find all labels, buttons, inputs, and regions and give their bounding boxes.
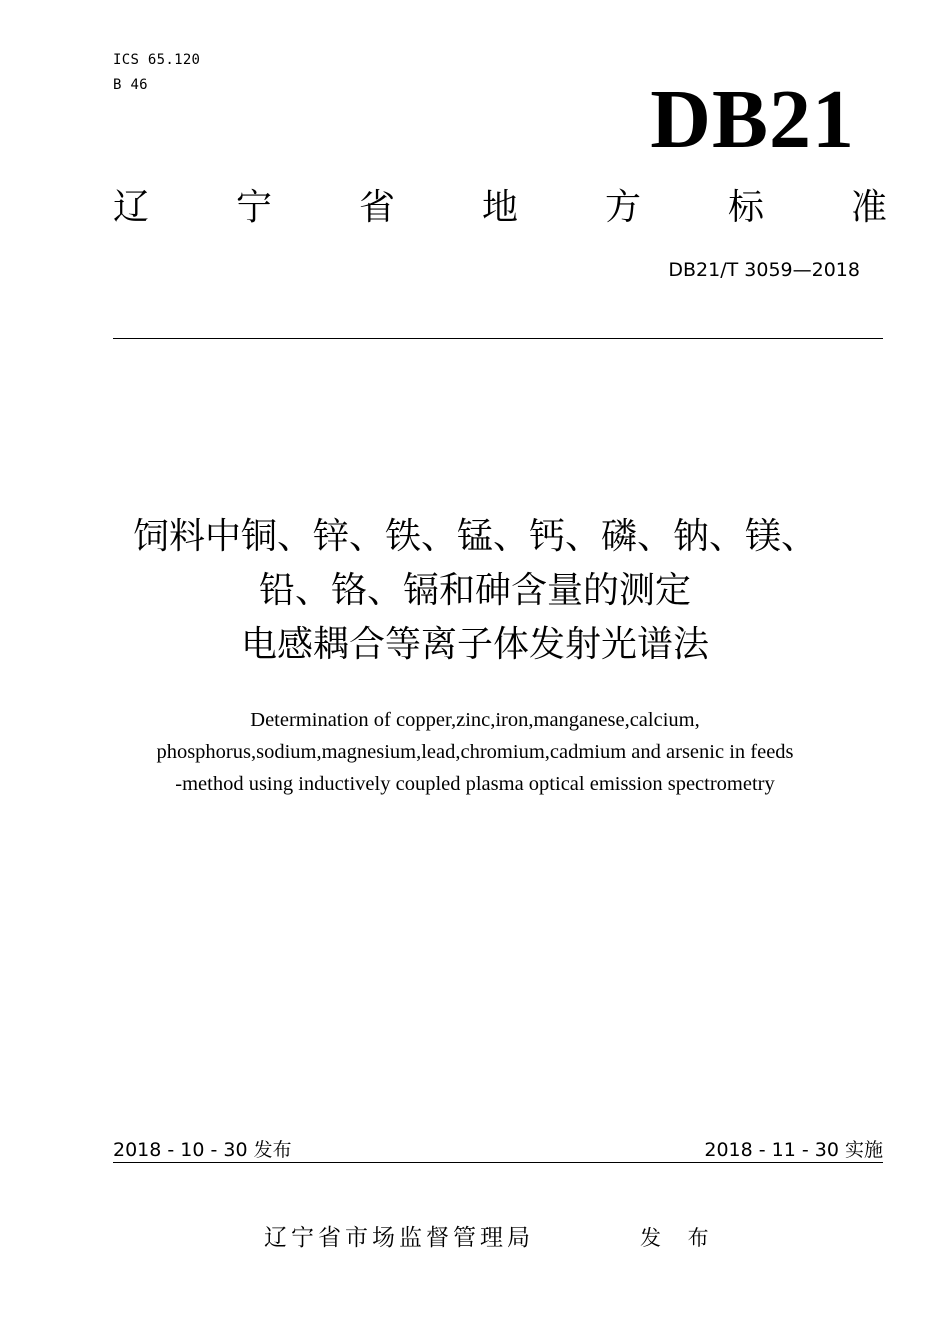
ics-code: ICS 65.120 (113, 52, 201, 68)
english-title (0, 704, 950, 800)
standard-type-heading (113, 185, 887, 231)
chinese-title-line: 电感耦合等离子体发射光谱法 (240, 624, 709, 665)
standard-type-char: 准 (851, 187, 888, 228)
chinese-title (0, 510, 950, 672)
publish-date: 2018 - 10 - 30 发布 (113, 1139, 292, 1161)
issue-label: 发 布 (640, 1226, 719, 1250)
standard-code: DB21/T 3059—2018 (668, 259, 860, 281)
english-title-line: Determination of copper,zinc,iron,manganese,calcium, (250, 709, 700, 731)
standard-type-char: 辽 (113, 187, 150, 228)
chinese-title-line: 饲料中铜、锌、铁、锰、钙、磷、钠、镁、 (132, 516, 817, 557)
footer-divider (113, 1162, 883, 1163)
issuing-authority: 辽宁省市场监督管理局 (264, 1225, 534, 1251)
standard-type-char: 省 (359, 187, 396, 228)
english-title-line: phosphorus,sodium,magnesium,lead,chromium,cadmium and arsenic in feeds (156, 741, 794, 763)
header-divider (113, 338, 883, 339)
date-row (113, 1137, 883, 1163)
standard-type-char: 标 (728, 187, 765, 228)
standard-type-char: 方 (605, 187, 642, 228)
standard-type-char: 宁 (236, 187, 273, 228)
classification-codes (113, 48, 200, 98)
chinese-title-line: 铅、铬、镉和砷含量的测定 (258, 570, 691, 611)
ccs-code: B 46 (113, 77, 148, 93)
standard-type-char: 地 (482, 187, 519, 228)
english-title-line: -method using inductively coupled plasma optical emission spectrometry (175, 773, 775, 795)
implement-date: 2018 - 11 - 30 实施 (704, 1139, 883, 1161)
db-logo: DB21 (650, 73, 855, 166)
